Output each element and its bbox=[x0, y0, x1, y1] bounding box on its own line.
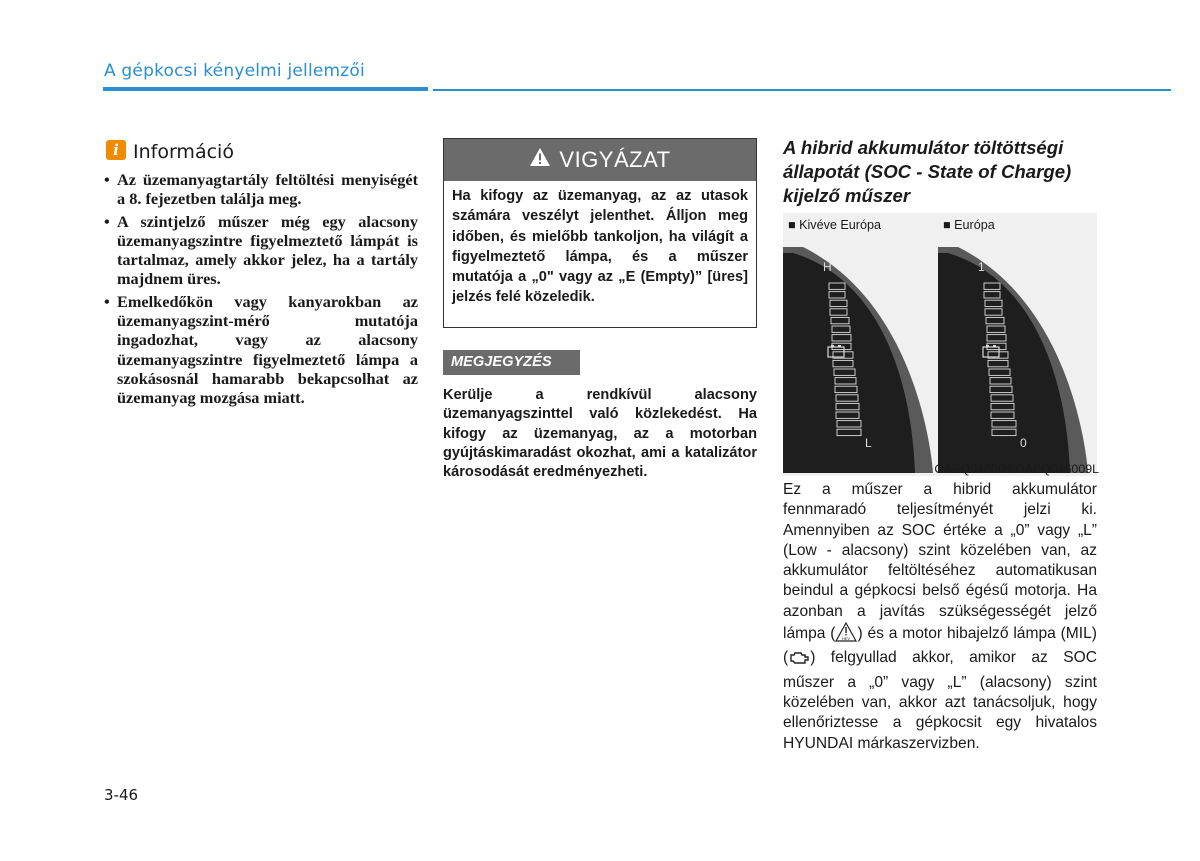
note-label: MEGJEGYZÉS bbox=[443, 350, 580, 375]
figure-label-non-europe: ■ Kivéve Európa bbox=[788, 218, 882, 232]
engine-check-icon bbox=[788, 650, 810, 672]
figure-label-europe: ■ Európa bbox=[943, 218, 995, 232]
soc-description: Ez a műszer a hibrid akkumulátor fennmaradó teljesítményét jelzi ki. Amennyiben az SOC értéke a „0” vagy „L” (Low - alacsony) szint közelében van, az akkumulátor feltöltéséhez automatikusan beindul a gépkocsi belső égésű motorja. Ha azonban a javítás szükségességét jelző lámpa ( HEV ) és a motor hibajelző lámpa (MIL) ( ) felgyullad akkor, amikor az SOC műszer a „0” vagy „L” (alacsony) szint közelében van, akkor azt tanácsoljuk, hogy ellenőriztesse a gépkocsit egy hivatalos HYUNDAI márkaszervizben. bbox=[783, 481, 1097, 752]
info-list bbox=[104, 170, 418, 411]
header-rule bbox=[433, 89, 1171, 91]
gauge-a-top-label: H bbox=[823, 260, 832, 274]
info-icon: i bbox=[106, 140, 126, 160]
gauge-b-top-label: 1 bbox=[978, 260, 985, 274]
warning-triangle-icon bbox=[529, 147, 551, 173]
soc-gauge-europe bbox=[938, 247, 1088, 473]
warning-header bbox=[444, 139, 756, 181]
soc-gauge-non-europe bbox=[783, 247, 933, 473]
warning-text: Ha kifogy az üzemanyag, az az utasok számára veszélyt jelenthet. Álljon meg időben, és mielőbb tankoljon, ha világít a figyelmeztető lámpa, és a műszer mutatója a „0" vagy az „E (Empty)” [üres] jelzés felé közeledik. bbox=[452, 188, 748, 306]
bullet-icon: • bbox=[104, 291, 110, 311]
warning-title: VIGYÁZAT bbox=[559, 147, 671, 172]
page-number: 3-46 bbox=[104, 786, 139, 804]
section-header-title: A gépkocsi kényelmi jellemzői bbox=[104, 61, 365, 81]
bullet-icon: • bbox=[104, 170, 110, 189]
service-warning-icon bbox=[835, 622, 857, 648]
info-list-item: • Emelkedőkön vagy kanyarokban az üzemanyagszint-mérő mutatója ingadozhat, vagy az alacsony üzemanyagszintre figyelmeztető lámpa a szokásosnál hamarabb bekapcsolhat az üzemanyag mozgása miatt. bbox=[104, 291, 418, 408]
gauge-b-bottom-label: 0 bbox=[1020, 436, 1027, 450]
soc-gauge-figure bbox=[783, 213, 1097, 476]
info-title: Információ bbox=[133, 141, 234, 163]
note-text: Kerülje a rendkívül alacsony üzemanyagszinttel való közlekedést. Ha kifogy az üzemanyag, az a motorban gyújtáskimaradást okozhat, ami a katalizátor károsodását eredményezheti. bbox=[443, 387, 757, 481]
figure-code: OAEQ046009/OAEQ046009L bbox=[934, 462, 1099, 476]
info-list-item: • Az üzemanyagtartály feltöltési menyiségét a 8. fejezetben találja meg. bbox=[104, 170, 418, 209]
header-rule-accent bbox=[103, 87, 428, 91]
gauge-a-bottom-label: L bbox=[865, 436, 872, 450]
bullet-icon: • bbox=[104, 211, 110, 231]
warning-box bbox=[443, 138, 757, 328]
info-list-item: • A szintjelző műszer még egy alacsony üzemanyagszintre figyelmeztető lámpát is tartalmaz, amely akkor jelez, ha a tartály majdnem üres. bbox=[104, 211, 418, 289]
svg-text:HEV: HEV bbox=[842, 636, 851, 642]
soc-section-title: A hibrid akkumulátor töltöttségi állapotát (SOC - State of Charge) kijelző műszer bbox=[783, 137, 1072, 206]
